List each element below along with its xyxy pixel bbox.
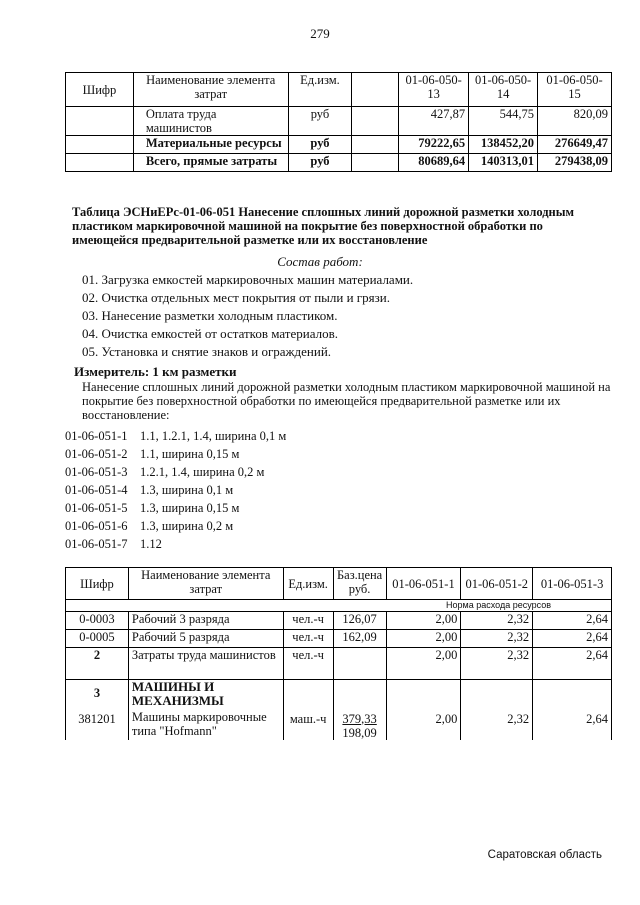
cell-price xyxy=(333,680,386,740)
header-col3: 01-06-050-15 xyxy=(538,73,612,107)
code-text: 1.3, ширина 0,15 м xyxy=(140,501,240,515)
table-row xyxy=(66,107,612,136)
cell-value: 2,64 xyxy=(533,680,612,740)
list-item: 05. Установка и снятие знаков и ограждений. xyxy=(82,344,332,359)
header-col2: 01-06-050-14 xyxy=(469,73,538,107)
header-unit: Ед.изм. xyxy=(288,73,352,107)
header-price xyxy=(352,73,399,107)
header-col3: 01-06-051-3 xyxy=(533,568,612,600)
code-text: 1.12 xyxy=(140,537,162,551)
cell-unit: чел.-ч xyxy=(283,630,333,648)
code: 01-06-051-6 xyxy=(65,519,128,533)
cell-value: 279438,09 xyxy=(538,154,612,172)
cell-value: 79222,65 xyxy=(399,136,469,154)
header-shifr: Шифр xyxy=(66,73,134,107)
cell-value: 2,64 xyxy=(533,630,612,648)
work-list xyxy=(82,272,413,362)
machine-price: 379,33 xyxy=(342,711,377,726)
list-item xyxy=(65,518,286,536)
cell-value: 2,32 xyxy=(461,680,533,740)
table-row xyxy=(66,648,612,680)
cell-value: 80689,64 xyxy=(399,154,469,172)
description: Нанесение сплошных линий дорожной разметки холодным пластиком маркировочной машиной на покрытие без поверхностной обработки по имеющейся предварительной разметке или их восстановление: xyxy=(82,380,611,422)
header-name: Наименование элемента затрат xyxy=(128,568,283,600)
code: 01-06-051-1 xyxy=(65,429,128,443)
list-item xyxy=(65,482,286,500)
code-text: 1.1, ширина 0,15 м xyxy=(140,447,240,461)
norma-spacer xyxy=(66,600,387,612)
cell-value: 427,87 xyxy=(399,107,469,136)
cell-name: Рабочий 5 разряда xyxy=(128,630,283,648)
code-text: 1.3, ширина 0,2 м xyxy=(140,519,234,533)
machine-code: 381201 xyxy=(78,712,116,726)
norma-label: Норма расхода ресурсов xyxy=(386,600,611,612)
table-row xyxy=(66,612,612,630)
cell-shifr xyxy=(66,107,134,136)
header-unit: Ед.изм. xyxy=(283,568,333,600)
cell-name: Затраты труда машинистов xyxy=(128,648,283,680)
cell-unit: чел.-ч xyxy=(283,648,333,680)
section-row xyxy=(66,680,612,740)
list-item: 02. Очистка отдельных мест покрытия от пыли и грязи. xyxy=(82,290,390,305)
cell-name: Оплата труда машинистов xyxy=(133,107,288,136)
machine-price-2: 198,09 xyxy=(342,725,377,740)
cell-value: 138452,20 xyxy=(469,136,538,154)
cell-price: 126,07 xyxy=(333,612,386,630)
cell-value: 2,64 xyxy=(533,612,612,630)
work-composition-label: Состав работ: xyxy=(277,254,363,269)
list-item: 04. Очистка емкостей от остатков материалов. xyxy=(82,326,338,341)
code-list xyxy=(65,428,286,554)
machine-name: Машины маркировочные типа "Hofmann" xyxy=(131,710,267,738)
footer-region: Саратовская область xyxy=(487,849,602,861)
cell-price xyxy=(352,136,399,154)
page-number: 279 xyxy=(310,26,330,41)
header-col1: 01-06-050-13 xyxy=(399,73,469,107)
list-item xyxy=(65,464,286,482)
cell-value: 2,32 xyxy=(461,630,533,648)
cell-unit: чел.-ч xyxy=(283,612,333,630)
resource-table-051 xyxy=(65,567,612,740)
table-header-row xyxy=(66,568,612,600)
cell-name xyxy=(128,680,283,740)
code: 01-06-051-5 xyxy=(65,501,128,515)
header-name: Наименование элемента затрат xyxy=(133,73,288,107)
code-text: 1.1, 1.2.1, 1.4, ширина 0,1 м xyxy=(140,429,287,443)
table-row xyxy=(66,630,612,648)
list-item xyxy=(65,536,286,554)
cell-name: Всего, прямые затраты xyxy=(133,154,288,172)
cell-value: 2,32 xyxy=(461,612,533,630)
cell-unit: руб xyxy=(288,136,352,154)
cell-price xyxy=(352,154,399,172)
header-col1: 01-06-051-1 xyxy=(386,568,461,600)
measure-unit: Измеритель: 1 км разметки xyxy=(74,364,237,379)
cell-value: 2,00 xyxy=(386,680,461,740)
code: 01-06-051-2 xyxy=(65,447,128,461)
table-row xyxy=(66,154,612,172)
cell-shifr xyxy=(66,136,134,154)
cell-value: 2,00 xyxy=(386,648,461,680)
cell-value: 276649,47 xyxy=(538,136,612,154)
cell-unit: маш.-ч xyxy=(283,680,333,740)
cell-unit: руб xyxy=(288,107,352,136)
header-shifr: Шифр xyxy=(66,568,129,600)
cell-name: Рабочий 3 разряда xyxy=(128,612,283,630)
list-item: 01. Загрузка емкостей маркировочных машин материалами. xyxy=(82,272,414,287)
code: 01-06-051-4 xyxy=(65,483,128,497)
cell-value: 2,32 xyxy=(461,648,533,680)
code: 01-06-051-7 xyxy=(65,537,128,551)
cell-unit: руб xyxy=(288,154,352,172)
cell-shifr xyxy=(66,680,129,740)
list-item xyxy=(65,428,286,446)
cell-shifr: 0-0005 xyxy=(66,630,129,648)
header-price: Баз.цена руб. xyxy=(333,568,386,600)
cell-value: 2,00 xyxy=(386,630,461,648)
cell-price xyxy=(333,648,386,680)
cell-price xyxy=(352,107,399,136)
cell-value: 544,75 xyxy=(469,107,538,136)
list-item xyxy=(65,446,286,464)
section-title: МАШИНЫ И МЕХАНИЗМЫ xyxy=(131,679,224,708)
cell-shifr: 2 xyxy=(66,648,129,680)
code-text: 1.2.1, 1.4, ширина 0,2 м xyxy=(140,465,265,479)
table-row xyxy=(66,136,612,154)
code: 01-06-051-3 xyxy=(65,465,128,479)
list-item xyxy=(65,500,286,518)
header-col2: 01-06-051-2 xyxy=(461,568,533,600)
code-text: 1.3, ширина 0,1 м xyxy=(140,483,234,497)
cell-price: 162,09 xyxy=(333,630,386,648)
table-header-row xyxy=(66,73,612,107)
cell-name: Материальные ресурсы xyxy=(133,136,288,154)
list-item: 03. Нанесение разметки холодным пластиком. xyxy=(82,308,338,323)
cell-value: 2,00 xyxy=(386,612,461,630)
cell-value: 820,09 xyxy=(538,107,612,136)
cell-shifr xyxy=(66,154,134,172)
cell-value: 140313,01 xyxy=(469,154,538,172)
section-number: 3 xyxy=(93,686,101,700)
cost-table-050 xyxy=(65,72,612,172)
cell-shifr: 0-0003 xyxy=(66,612,129,630)
cell-value: 2,64 xyxy=(533,648,612,680)
norma-row xyxy=(66,600,612,612)
table-title: Таблица ЭСНиЕРс-01-06-051 Нанесение сплошных линий дорожной разметки холодным пластиком маркировочной машиной на покрытие без поверхностной обработки по имеющейся предварительной разметке или их восстановление xyxy=(72,205,575,247)
